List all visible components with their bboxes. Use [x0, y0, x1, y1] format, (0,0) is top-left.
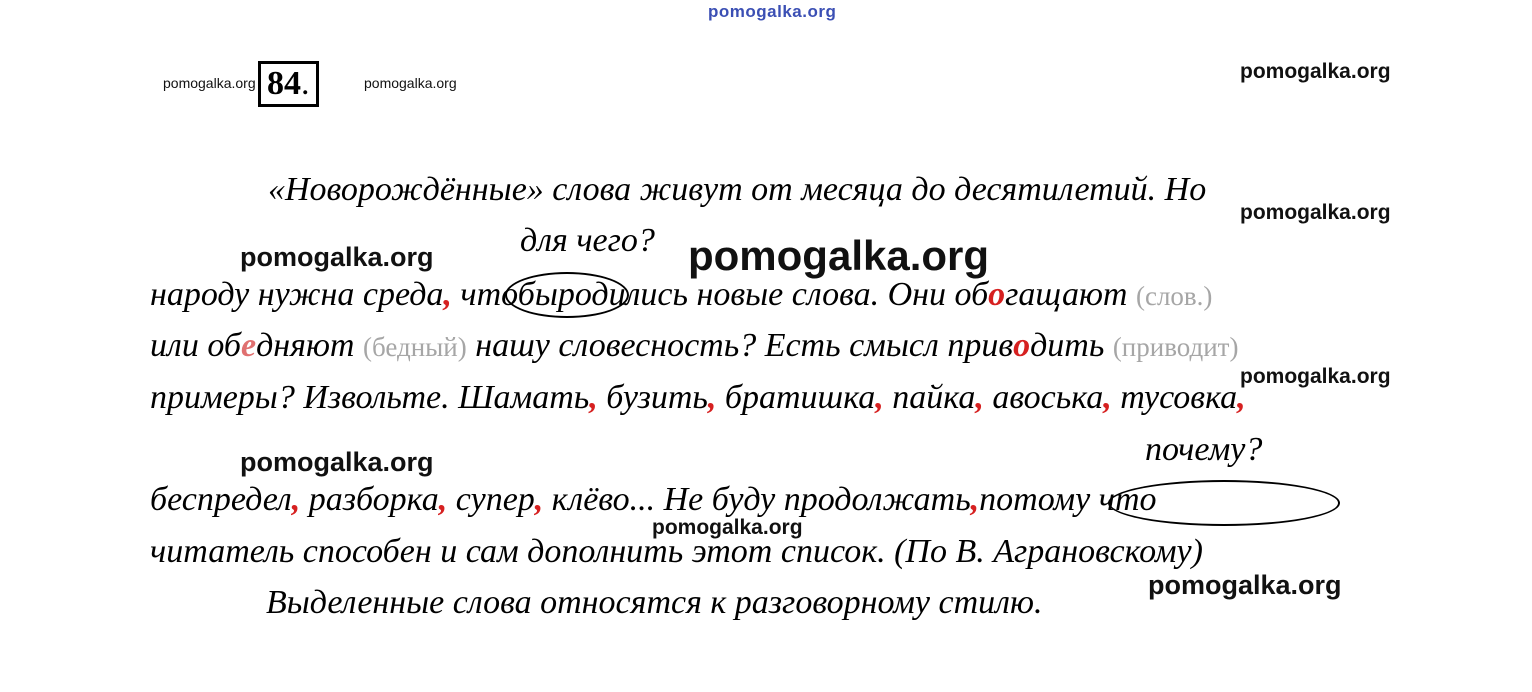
watermark-right-1: pomogalka.org	[1240, 201, 1391, 224]
circle-chtoby	[505, 272, 629, 318]
punctuation-comma: ,	[443, 276, 452, 313]
line5-word-1: беспредел	[150, 481, 292, 518]
vowel-highlight-e: е	[240, 327, 257, 364]
comma-2: ,	[707, 379, 717, 416]
text-line-5	[150, 480, 1157, 520]
text-line-2	[150, 275, 1212, 316]
line4-word-2: бузить	[606, 379, 708, 416]
hint-bednyi: (бедный)	[362, 332, 467, 362]
line3-part-d: дить	[1030, 327, 1105, 364]
line5-word-4: клёво... Не буду продолжать	[551, 481, 971, 518]
vowel-highlight-o: о	[1013, 327, 1031, 364]
comma-8: ,	[438, 481, 448, 518]
watermark-center-huge: pomogalka.org	[688, 232, 990, 279]
comma-4: ,	[975, 379, 984, 416]
comma-3: ,	[875, 379, 884, 416]
text-line-4	[150, 378, 1246, 418]
exercise-number-dot: .	[301, 65, 310, 102]
watermark-left-small: pomogalka.org	[163, 75, 256, 91]
vowel-highlight: о	[988, 276, 1006, 313]
watermark-top: pomogalka.org	[708, 2, 837, 21]
comma-7: ,	[291, 481, 301, 518]
comma-5: ,	[1103, 379, 1112, 416]
text-line-1: «Новорождённые» слова живут от месяца до десятилетий. Но	[268, 171, 1207, 208]
watermark-bottom-right: pomogalka.org	[1148, 570, 1342, 600]
line3-part-a: или об	[150, 327, 241, 364]
line4-word-6: тусовка	[1120, 379, 1238, 416]
comma-9: ,	[534, 481, 544, 518]
line4-word-5: авоська	[992, 379, 1104, 416]
line5-word-3: супер	[455, 481, 535, 518]
exercise-number	[258, 61, 319, 107]
watermark-left-large: pomogalka.org	[240, 242, 434, 272]
exercise-number-value: 84	[267, 65, 301, 102]
line4-word-3: братишка	[724, 379, 876, 416]
line2-part-c: гащают	[1005, 276, 1128, 313]
line2-part-a: народу нужна среда	[150, 276, 444, 313]
comma-10: ,	[970, 481, 980, 518]
line4-word-1: примеры? Извольте. Шамать	[150, 379, 590, 416]
circled-words-potomu-chto: потому что	[979, 481, 1157, 518]
line5-word-2: разборка	[308, 481, 439, 518]
watermark-center-lower: pomogalka.org	[652, 516, 803, 539]
text-line-6: читатель способен и сам дополнить этот список. (По В. Аграновскому)	[150, 533, 1203, 570]
text-line-7: Выделенные слова относятся к разговорному стилю.	[266, 584, 1043, 621]
hint-privodit: (приводит)	[1112, 332, 1239, 362]
text-line-3	[150, 326, 1238, 367]
line3-part-c: нашу словесность? Есть смысл прив	[475, 327, 1014, 364]
line4-word-4: пайка	[892, 379, 976, 416]
circle-potomu-chto	[1108, 480, 1340, 526]
watermark-right-3: pomogalka.org	[1240, 365, 1391, 388]
watermark-left-mid: pomogalka.org	[240, 447, 434, 477]
comma-1: ,	[589, 379, 598, 416]
hint-slov: (слов.)	[1135, 281, 1213, 311]
watermark-top-right: pomogalka.org	[1240, 60, 1391, 83]
watermark-right-small: pomogalka.org	[364, 75, 457, 91]
line2-part-b: родились новые слова. Они об	[557, 276, 989, 313]
question-for-what: для чего?	[520, 222, 655, 259]
circled-word-chtoby: чтобы	[460, 276, 558, 313]
question-why: почему?	[1145, 431, 1263, 468]
line3-part-b: дняют	[256, 327, 355, 364]
comma-6: ,	[1237, 379, 1246, 416]
